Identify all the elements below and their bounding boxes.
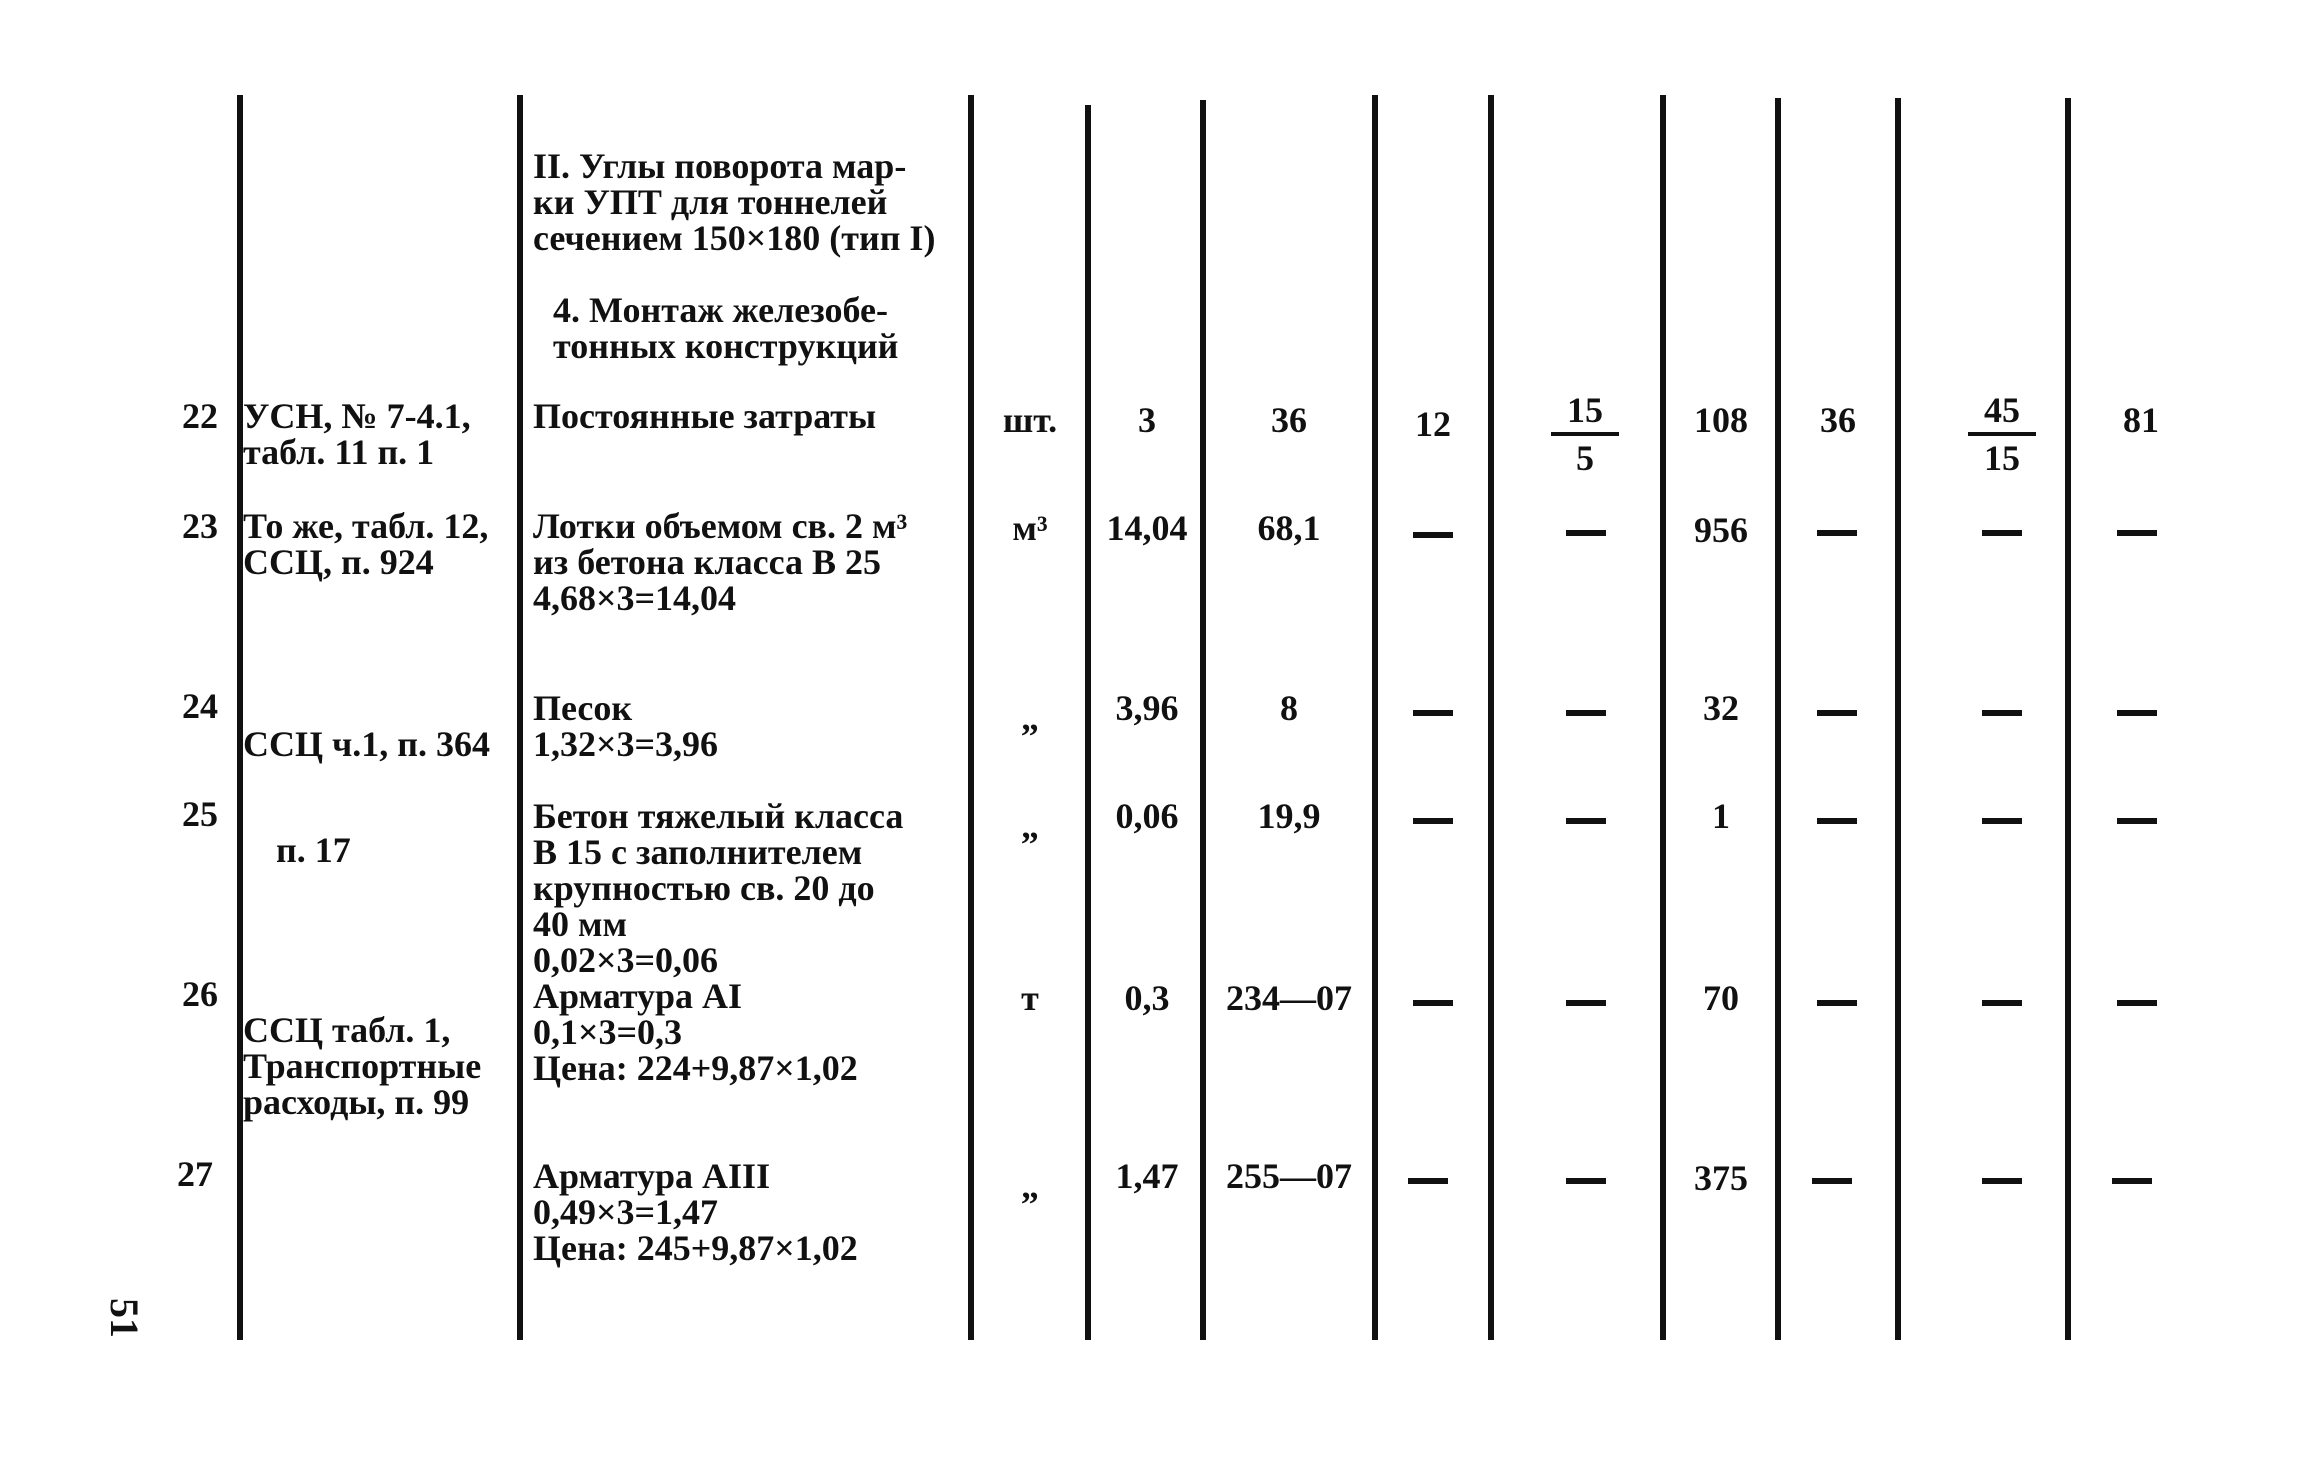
empty-dash (1413, 532, 1453, 538)
row-description: Постоянные затраты (533, 396, 877, 436)
row-reference: То же, табл. 12, (243, 506, 489, 546)
row-description: Бетон тяжелый класса (533, 796, 904, 836)
row-description: Арматура АIII (533, 1156, 771, 1196)
row-total: 70 (1703, 978, 1739, 1018)
row-total: 108 (1694, 400, 1748, 440)
empty-dash (1817, 1000, 1857, 1006)
row-unit: „ (1021, 1166, 1039, 1206)
row-unit-price: 36 (1271, 400, 1307, 440)
empty-dash (1817, 530, 1857, 536)
row-description: Песок (533, 688, 633, 728)
empty-dash (1566, 818, 1606, 824)
column-rule (968, 95, 974, 1340)
fraction-denominator: 5 (1576, 438, 1594, 478)
row-unit-price: 234—07 (1226, 978, 1352, 1018)
empty-dash (1812, 1178, 1852, 1184)
empty-dash (1408, 1178, 1448, 1184)
section-heading-line: II. Углы поворота мар- (533, 146, 907, 186)
row-description: Арматура АI (533, 976, 743, 1016)
row-reference: табл. 11 п. 1 (243, 432, 435, 472)
row-description: 1,32×3=3,96 (533, 724, 719, 764)
row-number: 23 (182, 506, 218, 546)
row-description: Лотки объемом св. 2 м³ (533, 506, 908, 546)
empty-dash (1817, 818, 1857, 824)
row-unit-price: 255—07 (1226, 1156, 1352, 1196)
column-rule (1895, 98, 1901, 1340)
row-number: 24 (182, 686, 218, 726)
row-unit-price: 68,1 (1257, 508, 1321, 548)
column-rule (237, 95, 243, 1340)
column-rule (1488, 95, 1494, 1340)
section-heading-line: 4. Монтаж железобе- (553, 290, 889, 330)
fraction-denominator: 15 (1984, 438, 2020, 478)
empty-dash (2117, 1000, 2157, 1006)
empty-dash (1413, 818, 1453, 824)
empty-dash (1566, 710, 1606, 716)
row-reference: ССЦ табл. 1, (243, 1010, 451, 1050)
row-description: Цена: 224+9,87×1,02 (533, 1048, 858, 1088)
row-description: из бетона класса В 25 (533, 542, 882, 582)
row-reference: ССЦ ч.1, п. 364 (243, 724, 491, 764)
row-value: 81 (2123, 400, 2159, 440)
row-quantity: 0,06 (1115, 796, 1179, 836)
row-unit: „ (1021, 698, 1039, 738)
page-number: 51 (102, 1298, 147, 1338)
row-quantity: 14,04 (1106, 508, 1188, 548)
row-number: 25 (182, 794, 218, 834)
fraction-bar (1551, 432, 1619, 436)
empty-dash (1982, 1178, 2022, 1184)
empty-dash (1982, 1000, 2022, 1006)
row-number: 26 (182, 974, 218, 1014)
row-description: 0,02×3=0,06 (533, 940, 719, 980)
row-value: 12 (1415, 404, 1451, 444)
fraction-numerator: 15 (1567, 390, 1603, 430)
empty-dash (2112, 1178, 2152, 1184)
row-description: В 15 с заполнителем (533, 832, 863, 872)
empty-dash (1566, 1178, 1606, 1184)
row-description: 4,68×3=14,04 (533, 578, 737, 618)
fraction-numerator: 45 (1984, 390, 2020, 430)
row-unit: „ (1021, 806, 1039, 846)
empty-dash (1817, 710, 1857, 716)
row-number: 27 (177, 1154, 213, 1194)
row-number: 22 (182, 396, 218, 436)
row-fraction (1962, 392, 2042, 476)
row-unit: шт. (1002, 400, 1058, 440)
row-unit: м³ (1012, 508, 1048, 548)
row-reference: п. 17 (276, 830, 351, 870)
column-rule (1372, 95, 1378, 1340)
row-total: 1 (1712, 796, 1730, 836)
empty-dash (1413, 1000, 1453, 1006)
empty-dash (1413, 710, 1453, 716)
row-quantity: 1,47 (1115, 1156, 1179, 1196)
empty-dash (1982, 530, 2022, 536)
row-unit-price: 19,9 (1257, 796, 1321, 836)
row-unit: т (1021, 978, 1039, 1018)
empty-dash (1982, 818, 2022, 824)
empty-dash (1982, 710, 2022, 716)
empty-dash (2117, 818, 2157, 824)
fraction-bar (1968, 432, 2036, 436)
row-description: Цена: 245+9,87×1,02 (533, 1228, 858, 1268)
row-reference: Транспортные (243, 1046, 482, 1086)
row-description: 0,1×3=0,3 (533, 1012, 683, 1052)
row-total: 375 (1694, 1158, 1748, 1198)
empty-dash (1566, 530, 1606, 536)
row-reference: расходы, п. 99 (243, 1082, 470, 1122)
column-rule (517, 95, 523, 1340)
section-heading-line: тонных конструкций (553, 326, 899, 366)
section-heading-line: сечением 150×180 (тип I) (533, 218, 936, 258)
row-quantity: 3 (1138, 400, 1156, 440)
column-rule (1085, 105, 1091, 1340)
section-heading-line: ки УПТ для тоннелей (533, 182, 888, 222)
row-total: 956 (1694, 510, 1748, 550)
row-quantity: 0,3 (1124, 978, 1170, 1018)
row-total: 32 (1703, 688, 1739, 728)
row-unit-price: 8 (1280, 688, 1298, 728)
row-quantity: 3,96 (1115, 688, 1179, 728)
row-fraction (1545, 392, 1625, 476)
column-rule (2065, 98, 2071, 1340)
row-description: 40 мм (533, 904, 628, 944)
row-reference: ССЦ, п. 924 (243, 542, 434, 582)
empty-dash (2117, 710, 2157, 716)
empty-dash (1566, 1000, 1606, 1006)
row-description: крупностью св. 20 до (533, 868, 875, 908)
row-reference: УСН, № 7-4.1, (243, 396, 471, 436)
empty-dash (2117, 530, 2157, 536)
row-value: 36 (1820, 400, 1856, 440)
row-description: 0,49×3=1,47 (533, 1192, 719, 1232)
